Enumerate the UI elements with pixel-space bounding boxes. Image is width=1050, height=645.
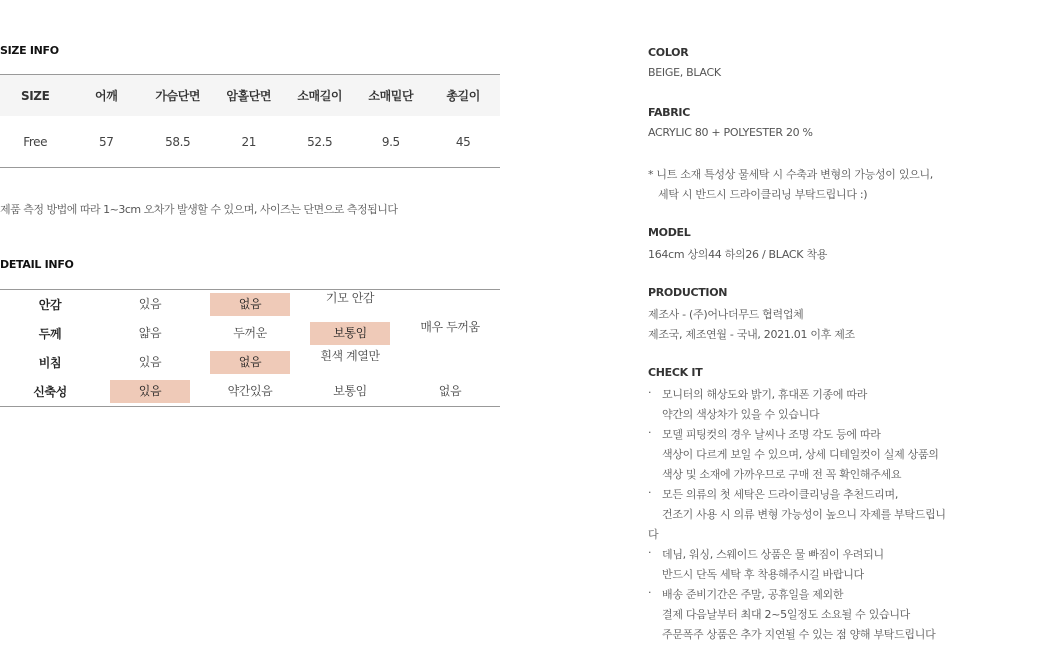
detail-row-label: 신축성 <box>33 385 67 399</box>
size-header-cell: 소매밑단 <box>355 75 426 117</box>
size-header-cell: 암홀단면 <box>213 75 284 117</box>
detail-option-selected: 없음 <box>210 351 290 374</box>
check-line-text: 데님, 워싱, 스웨이드 상품은 물 빠짐이 우려되니 <box>662 548 884 561</box>
fabric-note-line: 세탁 시 반드시 드라이클리닝 부탁드립니다 :) <box>658 188 868 201</box>
detail-option: 기모 안감 <box>325 291 375 305</box>
check-it-label: CHECK IT <box>648 366 703 379</box>
model-label: MODEL <box>648 226 691 239</box>
model-value: 164cm 상의44 하의26 / BLACK 착용 <box>648 248 828 261</box>
detail-row-sheerness <box>0 348 500 377</box>
bullet-icon: · <box>648 486 652 499</box>
fabric-label: FABRIC <box>648 106 690 119</box>
production-line: 제조사 - (주)어나더무드 협력업체 <box>648 308 804 321</box>
size-info-title: SIZE INFO <box>0 44 59 57</box>
production-label: PRODUCTION <box>648 286 728 299</box>
size-cell: 9.5 <box>355 116 426 168</box>
check-line-text: 다 <box>648 528 659 541</box>
detail-option-selected: 없음 <box>210 293 290 316</box>
check-line-text: 색상 및 소재에 가까우므로 구매 전 꼭 확인해주세요 <box>662 468 902 481</box>
detail-option: 약간있음 <box>227 384 273 398</box>
detail-option <box>410 351 490 374</box>
detail-option: 얇음 <box>138 326 162 340</box>
check-line-text: 모니터의 해상도와 밝기, 휴대폰 기종에 따라 <box>662 388 868 401</box>
detail-row-stretch <box>0 377 500 407</box>
detail-option: 있음 <box>138 297 162 311</box>
size-header-cell: SIZE <box>0 75 70 117</box>
check-line-text: 모델 피팅컷의 경우 날씨나 조명 각도 등에 따라 <box>662 428 881 441</box>
bullet-icon: · <box>648 586 652 599</box>
size-cell: Free <box>0 116 70 168</box>
size-cell: 45 <box>426 116 500 168</box>
detail-option: 없음 <box>438 384 462 398</box>
check-line-text: 약간의 색상차가 있을 수 있습니다 <box>662 408 820 421</box>
detail-option: 두꺼운 <box>233 326 267 340</box>
check-line-text: 배송 준비기간은 주말, 공휴일을 제외한 <box>662 588 844 601</box>
table-row <box>0 116 500 168</box>
detail-option: 보통임 <box>333 384 367 398</box>
size-table-header <box>0 75 500 117</box>
detail-row-label: 안감 <box>38 298 62 312</box>
fabric-note-line: * 니트 소재 특성상 물세탁 시 수축과 변형의 가능성이 있으니, <box>648 168 933 181</box>
size-header-cell: 가슴단면 <box>142 75 213 117</box>
check-line-text: 색상이 다르게 보일 수 있으며, 상세 디테일컷이 실제 상품의 <box>662 448 939 461</box>
detail-option-selected: 보통임 <box>310 322 390 345</box>
check-line-text: 모든 의류의 첫 세탁은 드라이클리닝을 추천드리며, <box>662 488 899 501</box>
detail-table <box>0 289 500 407</box>
detail-row-label: 비침 <box>38 356 62 370</box>
size-cell: 58.5 <box>142 116 213 168</box>
production-line: 제조국, 제조연월 - 국내, 2021.01 이후 제조 <box>648 328 855 341</box>
detail-option: 흰색 계열만 <box>320 349 380 363</box>
check-line-text: 주문폭주 상품은 추가 지연될 수 있는 점 양해 부탁드립니다 <box>662 628 936 641</box>
size-cell: 52.5 <box>284 116 355 168</box>
detail-info-title: DETAIL INFO <box>0 258 74 271</box>
bullet-icon: · <box>648 426 652 439</box>
check-line-text: 건조기 사용 시 의류 변형 가능성이 높으니 자제를 부탁드립니 <box>662 508 946 521</box>
size-cell: 57 <box>70 116 142 168</box>
fabric-value: ACRYLIC 80 + POLYESTER 20 % <box>648 126 813 139</box>
detail-row-thickness <box>0 319 500 348</box>
detail-option-selected: 있음 <box>110 380 190 403</box>
check-line-text: 반드시 단독 세탁 후 착용해주시길 바랍니다 <box>662 568 864 581</box>
check-line-text: 결제 다음날부터 최대 2~5일정도 소요될 수 있습니다 <box>662 608 911 621</box>
size-header-cell: 소매길이 <box>284 75 355 117</box>
bullet-icon: · <box>648 386 652 399</box>
detail-option <box>410 293 490 316</box>
detail-option: 매우 두꺼움 <box>420 320 480 334</box>
color-value: BEIGE, BLACK <box>648 66 721 79</box>
size-cell: 21 <box>213 116 284 168</box>
bullet-icon: · <box>648 546 652 559</box>
detail-option: 있음 <box>138 355 162 369</box>
measurement-note: 제품 측정 방법에 따라 1~3cm 오차가 발생할 수 있으며, 사이즈는 단면으로 측정됩니다 <box>0 203 398 216</box>
size-table <box>0 74 500 168</box>
check-item-continuation <box>648 526 658 542</box>
size-header-cell: 총길이 <box>426 75 500 117</box>
detail-row-label: 두께 <box>38 327 62 341</box>
detail-row-lining <box>0 290 500 320</box>
size-header-cell: 어깨 <box>70 75 142 117</box>
color-label: COLOR <box>648 46 689 59</box>
